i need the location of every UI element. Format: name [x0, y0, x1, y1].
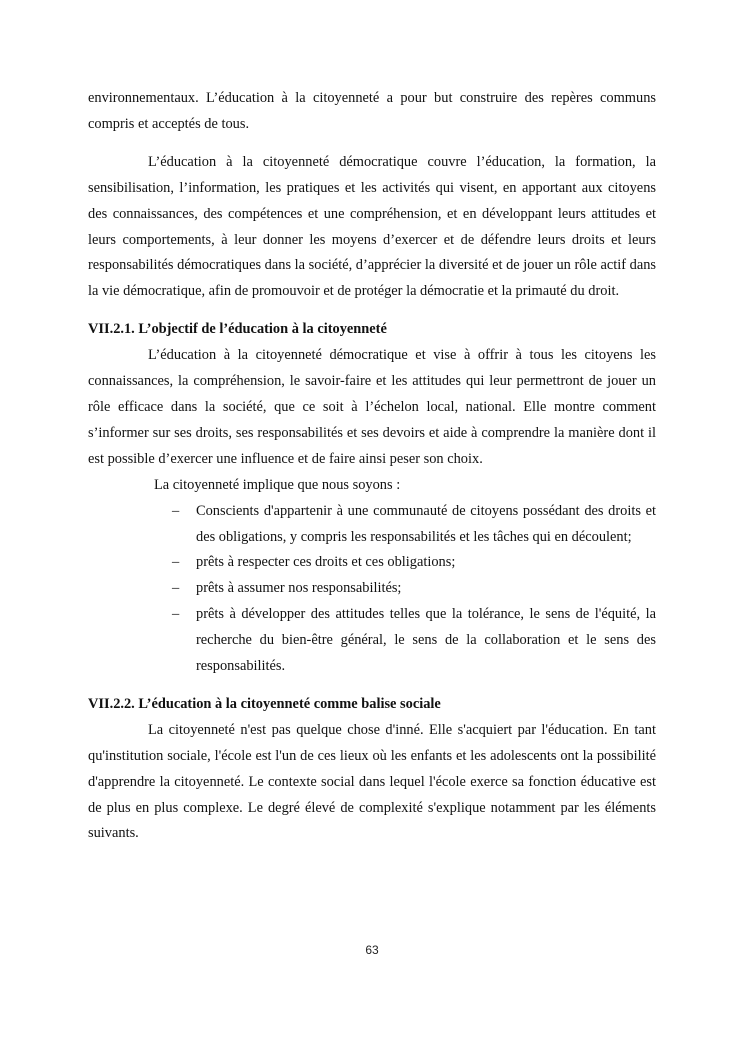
paragraph-objective: L’éducation à la citoyenneté démocratique et vise à offrir à tous les citoyens les connaissances, la compréhension, le savoir-faire et les attitudes qui leur permettront de jouer un rôle efficace dans la société, que ce soit à l’échelon local, national. Elle montre comment s’informer sur ses droits, ses responsabilités et ses devoirs et aide à comprendre la manière dont il est possible d’exercer une influence et de faire ainsi peser son choix.: [88, 347, 656, 467]
list-item-text: prêts à assumer nos responsabilités;: [196, 580, 402, 597]
citizenship-list: [88, 499, 656, 680]
list-lead-text: La citoyenneté implique que nous soyons :: [154, 476, 401, 493]
paragraph-social-beacon: La citoyenneté n'est pas quelque chose d'inné. Elle s'acquiert par l'éducation. En tant qu'institution sociale, l'école est l'un de ces lieux où les enfants et les adolescents ont la possibilité d'apprendre la citoyenneté. Le contexte social dans lequel l'école exerce sa fonction éducative est de plus en plus complexe. Le degré élevé de complexité s'explique notamment par les éléments suivants.: [88, 721, 656, 842]
list-item: [172, 576, 656, 602]
list-item-text: Conscients d'appartenir à une communauté de citoyens possédant des droits et des obligations, y compris les responsabilités et les tâches qui en découlent;: [196, 502, 656, 545]
list-item-text: prêts à respecter ces droits et ces obligations;: [196, 554, 456, 571]
dash-bullet-icon: –: [172, 606, 180, 623]
document-page: [88, 86, 656, 847]
list-item: [172, 602, 656, 680]
dash-bullet-icon: –: [172, 502, 180, 519]
section-heading-social-beacon: VII.2.2. L’éducation à la citoyenneté comme balise sociale: [88, 695, 441, 712]
section-heading-objective: VII.2.1. L’objectif de l’éducation à la citoyenneté: [88, 321, 387, 338]
list-item: [172, 550, 656, 576]
list-item-text: prêts à développer des attitudes telles que la tolérance, le sens de l'équité, la recherche du bien-être général, le sens de la collaboration et le sens des responsabilités.: [196, 606, 656, 675]
paragraph-intro: environnementaux. L’éducation à la citoyenneté a pour but construire des repères communs compris et acceptés de tous.: [88, 90, 656, 132]
page-number: 63: [365, 943, 379, 957]
paragraph-definition: L’éducation à la citoyenneté démocratique couvre l’éducation, la formation, la sensibilisation, l’information, les pratiques et les activités qui visent, en apportant aux citoyens des connaissances, des compétences et une compréhension, et en développant leurs attitudes et leurs comportements, à leur donner les moyens d’exercer et de défendre leurs droits et leurs responsabilités démocratiques dans la société, d’apprécier la diversité et de jouer un rôle actif dans la vie démocratique, afin de promouvoir et de protéger la démocratie et la primauté du droit.: [88, 153, 656, 300]
list-item: [172, 499, 656, 551]
dash-bullet-icon: –: [172, 554, 180, 571]
dash-bullet-icon: –: [172, 580, 180, 597]
